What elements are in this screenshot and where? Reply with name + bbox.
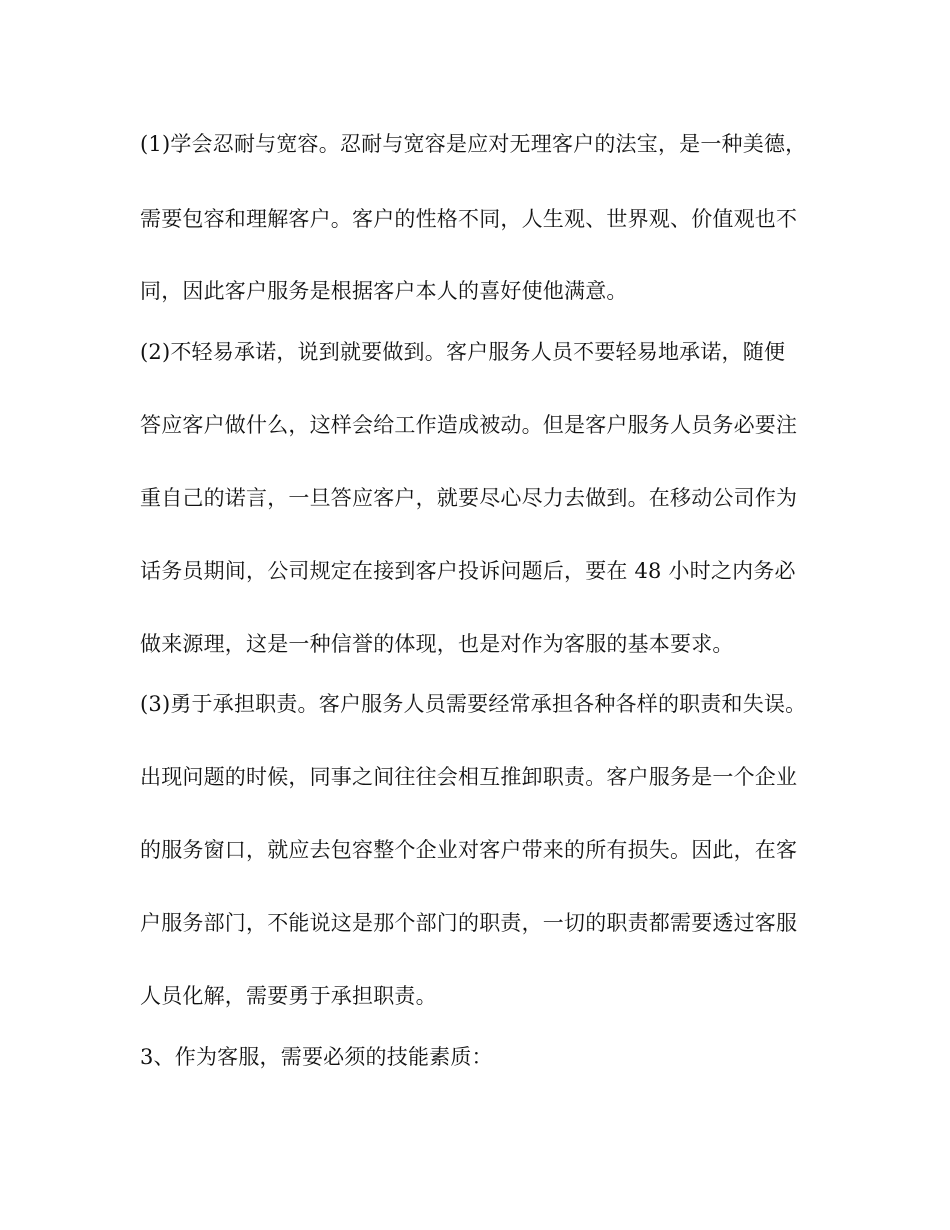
paragraph-3-line-4: 户服务部门，不能说这是那个部门的职责，一切的职责都需要透过客服 xyxy=(140,911,798,935)
paragraph-3-line-3: 的服务窗口，就应去包容整个企业对客户带来的所有损失。因此，在客 xyxy=(140,838,798,862)
paragraph-3-line-1: (3)勇于承担职责。客户服务人员需要经常承担各种各样的职责和失误。 xyxy=(140,692,807,716)
paragraph-2-line-1: (2)不轻易承诺，说到就要做到。客户服务人员不要轻易地承诺，随便 xyxy=(140,340,786,364)
paragraph-3-line-5: 人员化解，需要勇于承担职责。 xyxy=(140,984,437,1008)
paragraph-2-line-5: 做来源理，这是一种信誉的体现，也是对作为客服的基本要求。 xyxy=(140,632,734,656)
paragraph-1-line-2: 需要包容和理解客户。客户的性格不同，人生观、世界观、价值观也不 xyxy=(140,207,798,231)
paragraph-3-line-2: 出现问题的时候，同事之间往往会相互推卸职责。客户服务是一个企业 xyxy=(140,765,798,789)
paragraph-1-line-3: 同，因此客户服务是根据客户本人的喜好使他满意。 xyxy=(140,279,628,303)
paragraph-2-line-2: 答应客户做什么，这样会给工作造成被动。但是客户服务人员务必要注 xyxy=(140,413,798,437)
paragraph-2-line-3: 重自己的诺言，一旦答应客户，就要尽心尽力去做到。在移动公司作为 xyxy=(140,486,798,510)
paragraph-1-line-1: (1)学会忍耐与宽容。忍耐与宽容是应对无理客户的法宝，是一种美德， xyxy=(140,132,807,156)
paragraph-2-line-4: 话务员期间，公司规定在接到客户投诉问题后，要在 48 小时之内务必 xyxy=(140,559,796,583)
section-heading-3: 3、作为客服，需要必须的技能素质： xyxy=(140,1045,493,1069)
